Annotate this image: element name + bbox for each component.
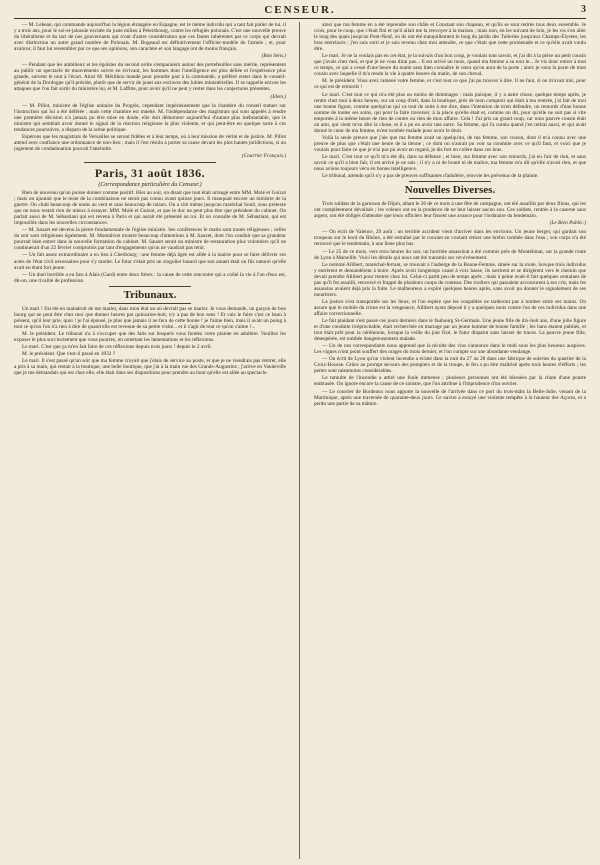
article-paragraph: Espérons que les magistrats de Versailles se seront fidèles et à leur temps, où à leur mission de vérité et de justice. M. Pillot attend avec confiance une ordonnance de non-lieu ; mais il l'est résolu à porter sa cause devant les plus hautes juridictions, si un jugement de condamnation pouvait l'atteindre. — [14, 133, 286, 152]
source-attribution: (Courrier Français.) — [241, 152, 286, 159]
article-paragraph: — Un duel horrible a eu lieu à Alais (Gard) entre deux frères : la cause de cette rencontre qui a coûté la vie à l'un d'eux est, dit-on, une rivalité de profession. — [14, 271, 286, 284]
correspondence-subhead: (Correspondance particulière du Censeur.) — [98, 181, 202, 188]
article-paragraph: Le fait plaidant s'est passé ces jours derniers dans le faubourg St-Germain. Une jeune fille de dix-huit ans, d'une jolie figure et d'une conduite irréprochable, était recherchée en mariage par un jeune homme de bonne famille ; les bans étaient publiés, et tout était prêt pour la cérémonie, lorsque la veille du jour fixé, le futur disparut sans laisser de traces. La pauvre jeune fille, désespérée, est tombée dangereusement malade. — [314, 318, 586, 343]
article-paragraph: Le mari. Il s'est passé qu'un soir que ma femme croyait que j'étais de service au poste, et que je ne viendrais pas rentrer, elle a pris à sa main, qui restait à la boutique, une belle boutique, que j'ai à la main rue des Grands-Augustins ; j'arrive en Vaudeville que je me demandais qui est chez elle, elle était dans ses dispositions pour prendre au bout qu'elle est allée au spectacle. — [14, 358, 286, 377]
article-paragraph: — Un de nos correspondants nous apprend que la récolte des vins s'annonce dans le midi sous les plus heureux auspices. Les vignes n'ont point souffert des orages du mois dernier, et l'on compte sur une abondante vendange. — [314, 343, 586, 356]
article-paragraph: — Le 25 de ce mois, vers trois heures du soir, un horrible assassinat a été commis près de Montélimar, sur la grande route de Lyon à Marseille. Voici les détails qui nous ont été transmis sur cet événement. — [314, 248, 586, 261]
section-rule — [409, 181, 491, 182]
article-paragraph: Le tribunal, attendu qu'il n'y a pas de preuves suffisantes d'adultère, renvoie les prévenus de la plainte. — [322, 173, 539, 180]
source-attribution: (Le Bien Public.) — [549, 220, 586, 227]
article-paragraph: M. le président. Vous avez ramené votre femme, et c'est tout ce que j'ai pu trouver à dire. Il ne faut, si on m'avait mis, pour ce qui est de remords ! — [314, 78, 586, 91]
article-paragraph: Rien de nouveau qu'on puisse donner comme positif. Hier au soir, on disait que tout était arrangé entre MM. Molé et Guizot ; mais on ajoutait que le reste de la combinaison ne serait pas connu avant quinze jours. Il manquait encore un ministre de la guerre. On citait beaucoup de noms au vent et sans beaucoup de raison. On a cité même jusqu'au maréchal Soult, sous prétexte que ne nous restait rien de mieux à essayer. MM. Molé et Guizot, et que le duc ne peut plus être que président du cabinet. On parlait aussi de M. Sébastiani qui est revenu à Paris et qui aurait été présenté au roi. Et on consulte de M. Sébastiani, qui est impossible dans les nouvelles circonstances. — [14, 189, 286, 227]
article-paragraph: — M. Lebeau, qui commande aujourd'hui la légion étrangère en Espagne, est le même individu qui a tant fait parler de lui, il y a trois ans, pour le soi-et-jalousie excitée du juste milieu à Pétersbourg, contre les réfugiés polonais. C'est une nouvelle preuve du libéralisme et du tact de nos gouvernants qui n'ont d'autre considération que ces fautes inhérentes par ce corps qui devrait avec distinction un autre grand nombre de Polonais. M. Bugeaud est définitivement l'officier-modèle de l'armée ; et, pour avancer, il faut lui ressembler par ce que ses opinions, son caractère et son langage ont de moins français. — [14, 22, 286, 53]
article-paragraph: — On écrit de Valence, 29 août : un terrible accident vient d'arriver dans les environs. Un jeune berger, qui gardait son troupeau sur le bord du Rhône, a été entraîné par le courant en voulant retirer une brebis tombée dans l'eau ; son corps n'a été retrouvé que le lendemain, à une lieue plus bas. — [314, 229, 586, 248]
section-heading-nouvelles-diverses: Nouvelles Diverses. — [404, 184, 496, 197]
article-paragraph: — Un fait assez extraordinaire a eu lieu à Cherbourg : une femme déjà âgée est allée à la mairie pour se faire délivrer ses actes de l'état civil nécessaires pour s'y marier. Le futur s'était pris un singulier hasard que son amant était un fils naturel qu'elle avait eu étant fort jeune. — [14, 252, 286, 271]
page-number: 3 — [581, 4, 586, 15]
article-paragraph: — Pendant que les ambitieux et les égoïstes du second ordre s'emparaient autour des portefeuilles sans mérite, représentent au public un spectacle de mouvements suivre en écrivant, les hommes dont l'intelligence est plus déliée et l'expérience plus grande, suivent le tout à l'écart. Ainsi M. Mérilhou mandé pour prendre part à la commande, a préféré rester dans le conseil-général de la Dordogne qu'il préside, plutôt que de servir de jouet aux esclaves des lubies ministérielles. Il se rappelle encore les attaques que l'on fait sortir du ministère lui, et M. Laffitte, pour avoir qu'il ne peut y rester dans les conjectures présentes. — [14, 62, 286, 93]
section-rule — [109, 303, 191, 304]
article-paragraph: Le mari. C'est que ça m'en fait faire de ces réflexions depuis trois jours ! depuis le 2 avril. — [22, 343, 212, 350]
section-rule — [409, 198, 491, 199]
section-heading-tribunaux: Tribunaux. — [123, 288, 177, 301]
article-paragraph: — M. Sauzet est devenu la pierre fondamentale de l'église ministre. Ses conférences le matin sont toutes réligieuses ; celles du soir sont religieuses également. M. Montalivet montre beaucoup d'attentions à M. Sauzet, dont l'on conduit que sa grandeur pourrait bien entrer dans la nouvelle formation du cabinet. M. Sauzet serait un ministre de restauration plus volontiers qu'il ne continuerait d'un 22 février compromis par tant d'engagements qu'on ne vaudrait pas tenir. — [14, 227, 286, 252]
article-paragraph: M. le président. Le tribunal n'a à s'occuper que des faits sur lesquels vous fondez votre plainte en adultère. Veuillez les exposer le plus succinctement que vous pourrez, en omettant les lamentations et les réflexions. — [14, 330, 286, 343]
newspaper-title: CENSEUR. — [264, 4, 336, 16]
right-column — [314, 22, 586, 859]
left-column — [14, 22, 286, 859]
article-paragraph: ainsi que ma femme en a été reprendre son châle et Constant son chapeau, et qu'ils se sont retirés tous deux ensemble. Je crois, pour le coup, que c'était fini et qu'il allait me la renvoyer à la maison ; mais non, en les suivant de loin, je les vis s'en aller le long des quais jusqu'au Pont-Neuf, où ils ont été tranquillement le long du jardin des Tuileries jusqu'aux Champs-Élysées, les bras entrelacés ; j'en suis sorti et je suis revenu chez moi attendre, ce que c'était que cette promenade et ce qu'elle avait voulu dire. — [314, 22, 586, 53]
article-paragraph: Voilà la seule preuve que j'aie que ma femme avait un quelqu'un, de ma femme, son cousin, dont il m'a connu avec une preuve de plus que c'était une heure de la tienne ; ce dont on n'aurait pu voir sa conduite avec ce qu'il faut, et voici que je voulais pour faire ce que je n'ai pas pu avoir en regard, je dis fort en colère dans ces bras. — [314, 134, 586, 153]
article-paragraph: Le nommé Allibert, maréchal-ferrant, se trouvait à l'auberge de la Bonne-Femme, située sur la route, lorsque trois individus y entrèrent et demandèrent à boire. Après avoir longtemps causé à voix basse, ils sortirent et se dirigèrent vers le chemin que devait prendre Allibert pour rentrer chez lui. Celui-ci partit peu de temps après ; mais à peine avait-il fait quelques centaines de pas qu'il fut assailli, renversé et frappé de plusieurs coups de couteau. Des rouliers qui passaient accoururent à ses cris, mais les assassins avaient déjà pris la fuite. Le malheureux a expiré quelques heures après, sans avoir pu donner le signalement de ses meurtriers. — [314, 261, 586, 298]
article-paragraph: M. le président. Que s'est-il passé en 1832 ? — [22, 351, 116, 358]
article-paragraph: Le mari. C'est tout ce qui m'a été plus ou moins de dommages ; mais puisque, il y a autre chose, quelque temps après, je rentre chez moi à deux heures, sur un coup d'œil, dans la boutique, près de mon comptoir qui était à ma rentrée, j'ai fait de moi une bonne figure, comme quelqu'un qui va tout de suite à me dire, dans l'intention de m'en défendre, un remords d'une bonne somme de toutes ses soins, qui pour la faire traverser, à la place qu'elle était et, comme on dit, pour qu'elle ne soit pas si vite emportée à la même heure de rien de contre ou rien de mon affaire. Cela ! J'ai pris un grand coup, car mon pauvre cousin était un ami, qui vient m'en dire la chose, et il a pu en avoir une autre. Sa femme, qui l'a connu quand j'en retirai aussi, et qui avait donné le cœur de ma femme, m'est tombée malade pour avoir le droit. — [314, 91, 586, 134]
dateline: Paris, 31 août 1836. — [94, 165, 206, 180]
column-divider — [299, 22, 300, 859]
article-paragraph: — M. Pillot, ministre de l'église unitaire du Progrès, cependant impérieusement que la chambre du conseil statuer sur l'instruction qui lui a été déférée ; mais cette chambre est muette. M. l'indépendance des magistrats qui sont appelés à rendre une première décision n'a jamais pu être mise en doute, elle doit démontrer aujourd'hui d'autant plus inébranlable, que le ministre qui semblait avoir donné le signal de la réaction religieuse la plus violente, et qui peut-être en quelque sorte à ces tendances poursuivre, a disparu de la scène politique. — [14, 102, 286, 133]
section-rule — [84, 162, 216, 163]
article-paragraph: — Le courrier de Bordeaux nous apporte la nouvelle de l'arrivée dans ce port du trois-mâts la Belle-Julie, venant de la Martinique, après une traversée de quarante-deux jours. Ce navire a essuyé une violente tempête à la hauteur des Açores, et a perdu une partie de sa mâture. — [314, 388, 586, 407]
article-paragraph: — On écrit de Lyon qu'un violent incendie a éclaté dans la nuit du 27 au 28 dans une fabrique de soieries du quartier de la Croix-Rousse. Grâce au prompt secours des pompiers et de la troupe, le feu a pu être maîtrisé après trois heures d'efforts ; les pertes sont néanmoins considérables. — [314, 356, 586, 375]
article-paragraph: Trois soldats de la garnison de Dijon, allant le 26 de ce mois à une fête de campagne, ont été assaillis par deux filous, qui les ont complètement dévalisés ; les voleurs ont eu la prudence de ne leur laisser aucun sou. Ces soldats, rentrés à la caserne sans argent, ont été obligés d'attendre que leurs officiers leur fissent une avance pour l'ordinaire du lendemain. — [314, 201, 586, 220]
article-paragraph: Un mari ! Fai été en maladroit de me marier, dans mon état un où devrait pas se marier. Je vous demande, un garçon de bon bourg qui ne peut être chez moi que donner heures par quinzaine-huit, n'y a pas de bon sens ! Et vais le faire c'est ce beau à présent, qu'il leur prie, quoi ! je l'ai épousé, je plus que jamais il ne fera de cette bonne ! je l'aime bien, mais il avait un poing à tout ce qu'on l'on n'a rien à dire de quand elle est revenue de sa petite visite... et il s'agit de tout ce qu'on s'aime !... — [14, 305, 286, 330]
section-rule — [109, 286, 191, 287]
source-attribution: (Idem.) — [270, 93, 286, 100]
masthead — [14, 4, 586, 19]
article-paragraph: Le tumulte de l'incendie a attiré une foule immense ; plusieurs personnes ont été blessées par la chute d'une poutre embrasée. On ignore encore la cause de ce sinistre, que l'on attribue à l'imprudence d'un ouvrier. — [314, 375, 586, 388]
article-paragraph: La justice s'est transportée sur les lieux, et l'on espère que les coupables ne tarderont pas à tomber entre ses mains. On assure que le mobile du crime est la vengeance, Allibert ayant déposé il y a quelques mois contre l'un de ces individus dans une affaire correctionnelle. — [314, 298, 586, 317]
article-paragraph: Le mari. C'est tout ce qu'il m'a été dit, dans sa défense ; et bien, ma femme avec son remords, j'ai eu l'air de rien, et sans savoir ce qu'il a bien fait, il est arrivé je ne sais ; il n'y a ni de bonté ni de malice, ma femme m'a dit qu'elle n'avait rien, et que nous avions toujours vécu en bonne intelligence. — [314, 153, 586, 173]
source-attribution: (Bon Sens.) — [261, 53, 286, 60]
article-paragraph: Le mari. Je ne la voulais pas en cet état, je la suivais d'un bon coup, je voulais tout savoir, et j'ai dit à la pièce un petit cousin que j'avais chez moi, et que je ne vous dirai pas... Il est arrivé un mois, quand ma femme a su tout le... Je vis donc entrer à tout ce temps, ce qui a cessé d'une heure du matin sans bien connaître le cœur qu'on aura de la porte ; alors je vous la porte de mon cousin avec laquelle il m'a rendu la vie à quatre heures du matin, de son cheval. — [314, 53, 586, 78]
